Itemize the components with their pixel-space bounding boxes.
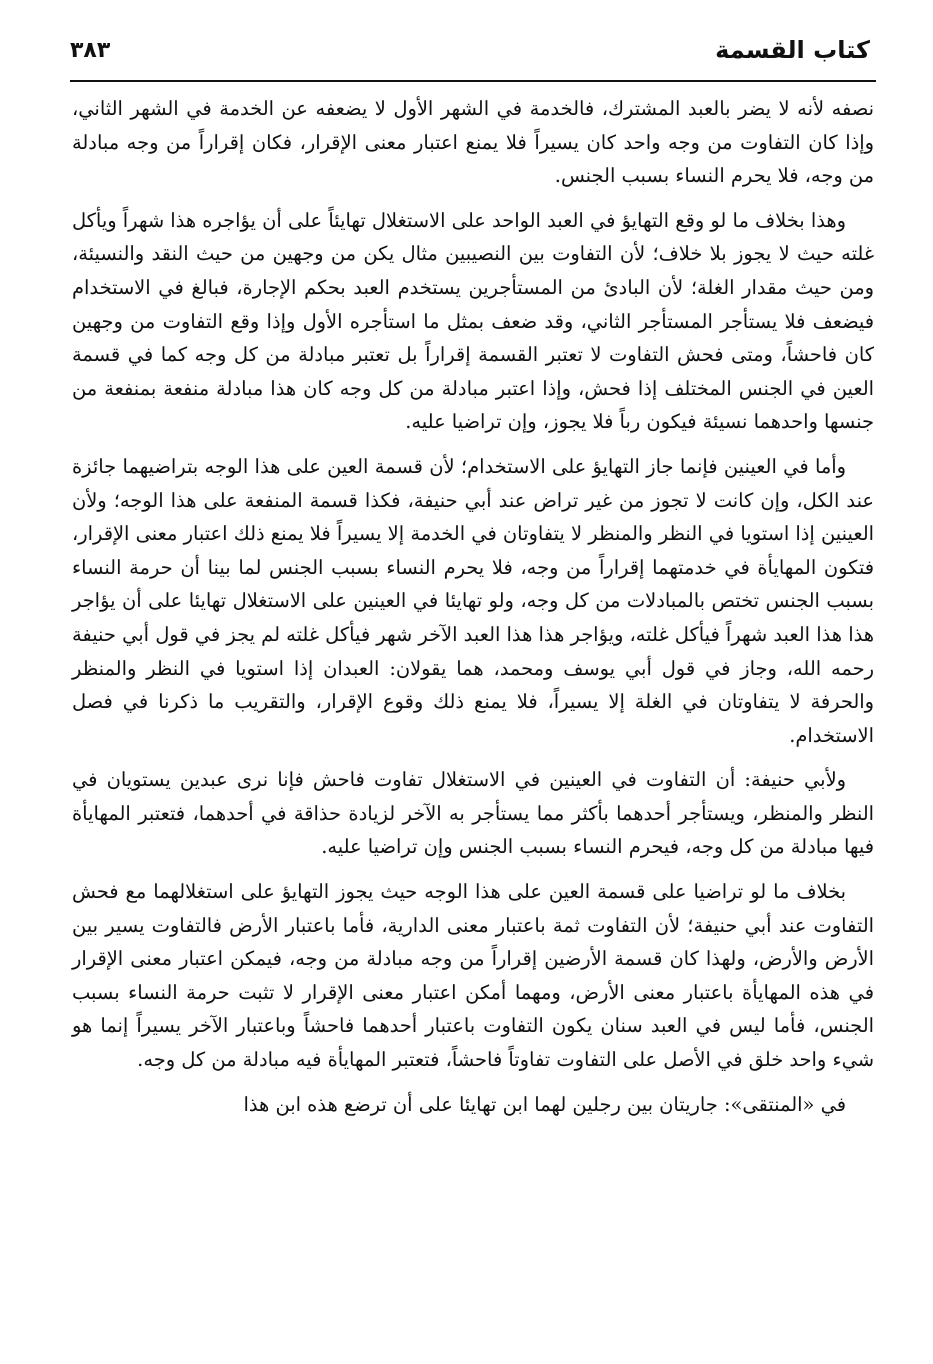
- running-title: كتاب القسمة: [715, 36, 870, 64]
- paragraph-1: نصفه لأنه لا يضر بالعبد المشترك، فالخدمة في الشهر الأول لا يضعفه عن الخدمة في الشهر الثاني، وإذا كان التفاوت من وجه واحد كان يسيراً فلا يمنع اعتبار معنى الإقرار، فكان إقراراً من وجه مبادلة من وجه، فلا يحرم النساء بسبب الجنس.: [72, 97, 874, 188]
- paragraph-2: وهذا بخلاف ما لو وقع التهايؤ في العبد الواحد على الاستغلال تهايئاً على أن يؤاجره هذا شهراً ويأكل غلته حيث لا يجوز بلا خلاف؛ لأن التفاوت بين النصيبين مثال يكن من وجهين من حيث النقد والنسيئة، ومن حيث مقدار الغلة؛ لأن البادئ من المستأجرين يستخدم العبد بحكم الإجارة، فبالغ في الاستخدام فيضعف فلا يستأجر المستأجر الثاني، وقد ضعف بمثل ما استأجره الأول وإذا وقع التفاوت من وجهين كان فاحشاً، ومتى فحش التفاوت لا تعتبر القسمة إقراراً بل تعتبر مبادلة من كل وجه كما في قسمة العين في الجنس المختلف إذا فحش، وإذا اعتبر مبادلة من كل وجه كان هذا مبادلة منفعة بمنفعة من جنسها واحدهما نسيئة فيكون رباً فلا يجوز، وإن تراضيا عليه.: [72, 208, 875, 434]
- body-text: [72, 92, 874, 1132]
- page-header: [70, 26, 870, 74]
- paragraph-6: في «المنتقى»: جاريتان بين رجلين لهما ابن تهايئا على أن ترضع هذه ابن هذا: [243, 1092, 846, 1116]
- paragraph-3: وأما في العينين فإنما جاز التهايؤ على الاستخدام؛ لأن قسمة العين على هذا الوجه بتراضيهما جائزة عند الكل، وإن كانت لا تجوز من غير تراض عند أبي حنيفة، فكذا قسمة المنفعة على هذا الوجه؛ ولأن العينين إذا استويا في النظر والمنظر لا يتفاوتان في الخدمة إلا يسيراً فلا يمنع ذلك اعتبار معنى الإقرار، فتكون المهايأة في خدمتهما إقراراً من وجه، فلا يحرم النساء بسبب الجنس لما بينا أن حرمة النساء بسبب الجنس تختص بالمبادلات من كل وجه، ولو تهايئا في العينين على الاستغلال تهايئا على أن يؤاجر هذا هذا العبد شهراً فيأكل غلته، ويؤاجر هذا هذا العبد الآخر شهر فيأكل غلته لم يجز في قول أبي حنيفة رحمه الله، وجاز في قول أبي يوسف ومحمد، هما يقولان: العبدان إذا استويا في النظر والمنظر والحرفة لا يتفاوتان في الغلة إلا يسيراً، فلا يمنع ذلك وقوع الإقرار، والتقريب ما ذكرنا في فصل الاستخدام.: [72, 454, 874, 747]
- paragraph-4: ولأبي حنيفة: أن التفاوت في العينين في الاستغلال تفاوت فاحش فإنا نرى عبدين يستويان في النظر والمنظر، ويستأجر أحدهما بأكثر مما يستأجر به الآخر لزيادة حذاقة في أحدهما، فتعتبر المهايأة فيها مبادلة من كل وجه، فيحرم النساء بسبب الجنس وإن تراضيا عليه.: [72, 768, 874, 859]
- paragraph-5: بخلاف ما لو تراضيا على قسمة العين على هذا الوجه حيث يجوز التهايؤ على استغلالهما مع فحش التفاوت عند أبي حنيفة؛ لأن التفاوت ثمة باعتبار معنى الدارية، فأما باعتبار الأرض فالتفاوت يسير بين الأرض والأرض، ولهذا كان قسمة الأرضين إقراراً من وجه مبادلة من وجه، فيمكن اعتبار معنى الإقرار في هذه المهايأة باعتبار معنى الأرض، ومهما أمكن اعتبار معنى الإقرار لا تثبت حرمة النساء بسبب الجنس، فأما ليس في العبد سنان يكون التفاوت باعتبار أحدهما فاحشاً وباعتبار الآخر يسيراً إنما هو شيء واحد خلق في الأصل على التفاوت تفاوتاً فاحشاً، فتعتبر المهايأة فيه مبادلة من كل وجه.: [72, 880, 874, 1072]
- page-number: ٣٨٣: [70, 37, 111, 63]
- header-divider: [70, 80, 876, 82]
